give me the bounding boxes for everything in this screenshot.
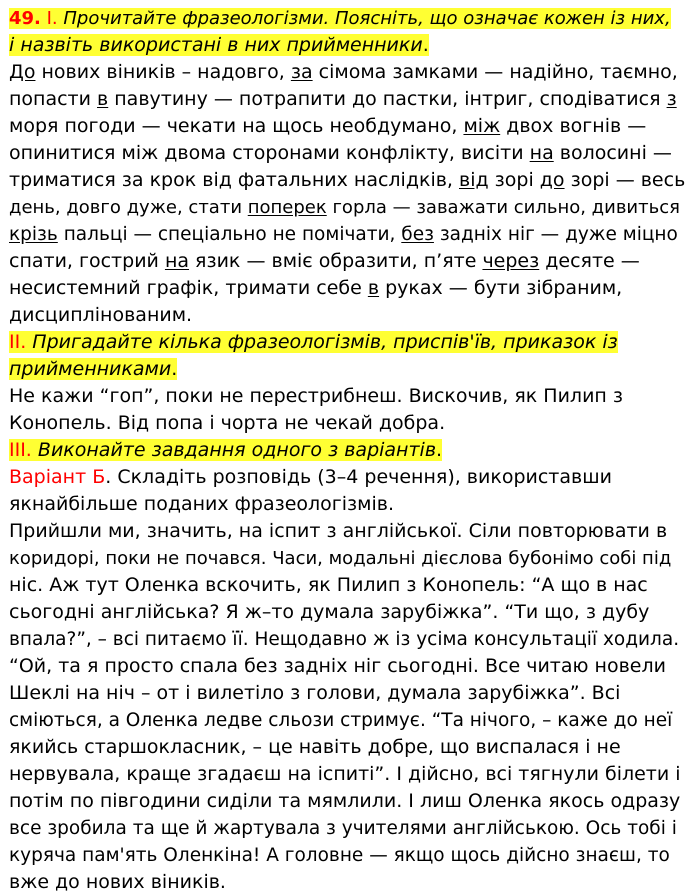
preposition: в — [97, 88, 109, 110]
task1-heading-line1 — [9, 5, 687, 32]
task1-dot: . — [422, 34, 429, 56]
phrase-text: горла — заважати сильно, дивиться — [326, 197, 680, 218]
phrase-text: сімома замками — надійно, таємно, — [312, 61, 678, 83]
phrases-line6 — [9, 194, 687, 221]
task2-heading-line1 — [9, 329, 687, 356]
phrase-text: триматися за крок від фатальних наслідків, — [9, 169, 459, 191]
task3-variant-line1 — [9, 464, 687, 491]
phrases-line5 — [9, 167, 687, 194]
task1-instruction-part1: Прочитайте фразеологізми. Поясніть, що означає кожен із них, — [63, 8, 671, 29]
phrase-text: дисциплінованим. — [9, 304, 193, 326]
phrases-line3 — [9, 113, 687, 140]
variant-label: Варіант Б — [9, 466, 106, 488]
task3-dot: . — [436, 439, 443, 461]
task2-dot: . — [171, 358, 178, 380]
phrase-text: павутину — потрапити до пастки, інтриг, сподіватися — [108, 88, 667, 110]
story-line: ніс. Аж тут Оленка вскочить, як Пилип з Конопель: “А що в нас — [9, 574, 648, 596]
task-number: 49. — [9, 8, 41, 29]
preposition: через — [482, 250, 540, 272]
phrases-line7 — [9, 221, 687, 248]
phrase-text: волосині — — [553, 142, 672, 164]
story-line: Шеклі на ніч – от і вилетіло з голови, думала зарубіжка”. Всі — [9, 682, 621, 704]
story-line: якийсь старшокласник, – це навіть добре, що виспалася і не — [9, 736, 621, 758]
preposition: в — [367, 277, 380, 299]
task2-answer-text: Конопель. Від попа і чорта не чекай добра. — [9, 412, 446, 434]
story-line: коридорі, поки не почався. Часи, модальні дієслова бубонімо собі під — [9, 548, 672, 569]
variant-text: якнайбільше поданих фразеологізмів. — [9, 493, 395, 515]
phrase-text: зорі — [488, 169, 540, 191]
story-line: потім по півгодини сиділи та мямлили. І лиш Оленка якось одразу — [9, 790, 681, 812]
task3-variant-line2 — [9, 491, 687, 518]
preposition: поперек — [247, 197, 327, 218]
task2-instruction-part1: Пригадайте кілька фразеологізмів, приспів'їв, приказок із — [32, 331, 618, 353]
phrase-text: опинитися між двома сторонами конфлікту, висіти — [9, 142, 530, 164]
task2-heading-line2 — [9, 356, 687, 383]
preposition: до — [539, 169, 565, 191]
variant-text: . Складіть розповідь (3–4 речення), використавши — [105, 466, 612, 488]
task1-instruction-part2: і назвіть використані в них прийменники — [9, 34, 423, 56]
phrase-text: нових віників – надовго, — [35, 61, 291, 83]
task2-answer-text: Не кажи “гоп”, поки не перестрибнеш. Вискочив, як Пилип з — [9, 385, 623, 407]
story-line: “Ой, та я просто спала без задніх ніг сьогодні. Все читаю новели — [9, 655, 666, 677]
phrase-text: моря погоди — чекати на щось необдумано, — [9, 115, 464, 137]
phrases-line8 — [9, 248, 687, 275]
phrases-line10 — [9, 302, 687, 329]
preposition: з — [666, 88, 677, 110]
task2-instruction-part2: прийменниками — [9, 358, 172, 380]
task3-heading — [9, 437, 687, 464]
task3-instruction: Виконайте завдання одного з варіантів — [37, 439, 437, 461]
task1-heading-line2 — [9, 32, 687, 59]
preposition: на — [529, 142, 554, 164]
story-line: Прийшли ми, значить, на іспит з англійської. Сіли повторювати в — [9, 520, 668, 542]
phrases-line4 — [9, 140, 687, 167]
phrase-text: зорі — весь — [564, 169, 686, 191]
phrases-line1 — [9, 59, 687, 86]
task2-answer-line1 — [9, 383, 687, 410]
preposition: між — [463, 115, 501, 137]
phrase-text: двох вогнів — — [500, 115, 647, 137]
phrases-line2 — [9, 86, 687, 113]
phrase-text: попасти — [9, 88, 98, 110]
story-line: сьогодні англійська? Я ж–то думала зарубіжка”. “Ти що, з дубу — [9, 601, 650, 623]
preposition: без — [401, 224, 434, 245]
phrase-text: спати, гострий — [9, 250, 165, 272]
phrase-text: пальці — спеціально не помічати, — [57, 224, 402, 245]
story-line: впала?”, – всі питаємо її. Нещодавно ж із усіма консультації ходила. — [9, 629, 680, 650]
phrase-text: руках — бути зібраним, — [379, 277, 623, 299]
preposition: на — [164, 250, 190, 272]
story-line: вже до нових віників. — [9, 871, 226, 893]
story-line: нервувала, краще згадаєш на іспиті”. І дійсно, всі тягнули білети і — [9, 763, 681, 785]
phrase-text: день, довго дуже, стати — [9, 197, 248, 218]
preposition: від — [459, 169, 489, 191]
phrase-text: десяте — — [539, 250, 640, 272]
phrase-text: задніх ніг — дуже міцно — [433, 224, 678, 245]
preposition: До — [9, 61, 36, 83]
phrases-line9 — [9, 275, 687, 302]
story-line: куряча пам'ять Оленкіна! А головне — якщо щось дійсно знаєш, то — [9, 845, 670, 866]
task2-roman: ІІ. — [9, 331, 27, 353]
phrase-text: несистемний графік, тримати себе — [9, 277, 368, 299]
phrase-text: язик — вміє образити, п’яте — [189, 250, 483, 272]
task3-roman: ІІІ. — [9, 439, 32, 461]
preposition: крізь — [9, 224, 58, 245]
preposition: за — [290, 61, 313, 83]
story-line: сміються, а Оленка ледве сльози стримує. “Та нічого, – каже до неї — [9, 710, 673, 731]
task2-answer-line2 — [9, 410, 687, 437]
story-line: все зробила та ще й жартувала з учителями англійською. Ось тобі і — [9, 818, 677, 839]
task1-roman: І. — [46, 8, 58, 29]
